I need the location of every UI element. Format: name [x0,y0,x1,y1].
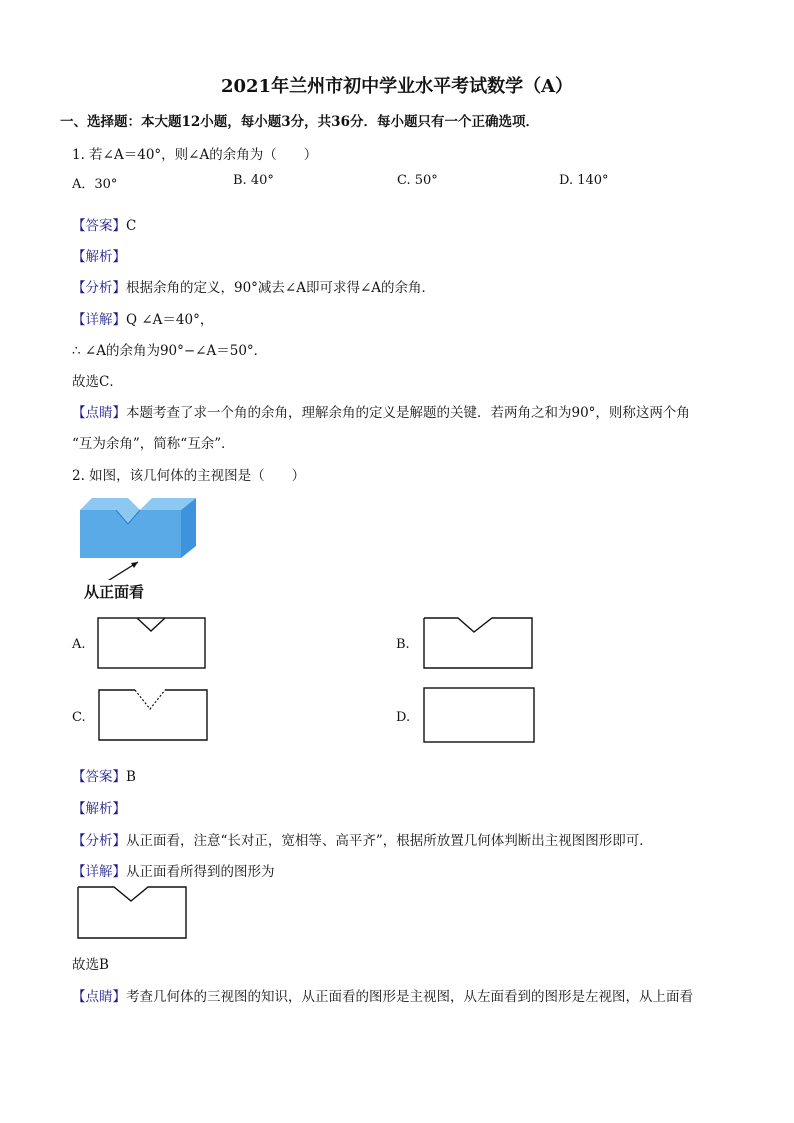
q1-analysis-tag [72,245,126,265]
q2-option-b-figure [422,615,534,671]
q1-comment-line [72,401,690,421]
q1-fenxi: 根据余角的定义，90°减去∠A即可求得∠A的余角． [126,280,436,296]
q1-option-b: B. 40° [233,173,274,188]
q1-option-a: A．30° [72,177,118,192]
q1-stem: 1. 若∠A＝40°，则∠A的余角为（ ） [72,147,318,163]
q2-answer: B [126,769,136,785]
q2-analysis-tag [72,797,126,817]
comment-tag: 【点睛】 [72,989,126,1005]
q1-answer: C [126,218,137,234]
q2-option-d-figure [422,686,536,744]
fenxi-tag: 【分析】 [72,833,126,849]
q1-option-c: C. 50° [397,173,438,188]
q1-comment1: 本题考查了求一个角的余角，理解余角的定义是解题的关键．若两角之和为90°，则称这两个角 [126,405,690,421]
q2-comment-line [72,985,693,1005]
fenxi-tag: 【分析】 [72,280,126,296]
q2-option-d-label: D. [396,710,411,725]
q2-option-b-label: B. [396,637,410,652]
answer-tag: 【答案】 [72,769,126,785]
q2-detail-line [72,860,275,880]
q2-detail: 从正面看所得到的图形为 [126,864,275,880]
q2-fenxi: 从正面看，注意“长对正，宽相等、高平齐”，根据所放置几何体判断出主视图图形即可． [126,833,653,849]
q1-detail2: ∴ ∠A的余角为90°−∠A＝50°． [72,343,268,359]
q2-comment: 考查几何体的三视图的知识，从正面看的图形是主视图，从左面看到的图形是左视图，从上面看 [126,989,693,1005]
q2-conclusion: 故选B [72,957,109,973]
analysis-tag: 【解析】 [72,801,126,817]
q1-detail-line [72,308,213,328]
q2-option-c-label: C. [72,710,86,725]
q2-fenxi-line [72,829,653,849]
q1-detail1: Q ∠A＝40°， [126,312,214,328]
q2-solution-figure [76,884,188,942]
page-title: 2021年兰州市初中学业水平考试数学（A） [220,76,574,97]
q1-fenxi-line [72,276,435,296]
q1-answer-line [72,214,136,234]
section-heading: 一、选择题：本大题12小题，每小题3分，共36分．每小题只有一个正确选项． [60,114,539,130]
comment-tag: 【点睛】 [72,405,126,421]
q2-stem: 2. 如图，该几何体的主视图是（ ） [72,468,306,484]
q2-option-c-figure [97,687,209,743]
q2-option-a-figure [97,616,207,670]
detail-tag: 【详解】 [72,864,126,880]
figure-caption: 从正面看 [84,583,145,601]
q2-option-a-label: A. [72,637,86,652]
solid-figure [76,490,206,580]
q2-answer-line [72,765,136,785]
q1-option-d: D. 140° [559,173,609,188]
answer-tag: 【答案】 [72,218,126,234]
analysis-tag: 【解析】 [72,249,126,265]
q1-comment2: “互为余角”，简称“互余”． [72,436,235,452]
detail-tag: 【详解】 [72,312,126,328]
q1-conclusion: 故选C． [72,374,123,390]
